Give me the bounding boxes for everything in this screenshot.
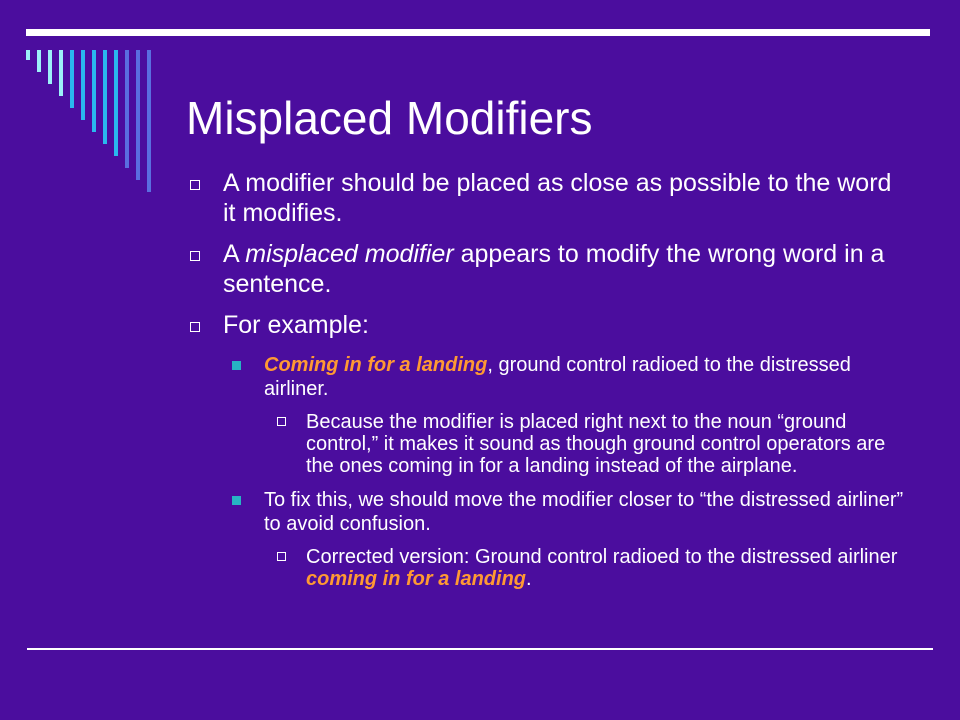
hollow-square-bullet-icon: [277, 417, 286, 426]
filled-square-bullet-icon: [232, 361, 241, 370]
decorative-bar: [114, 50, 118, 156]
slide-content: [188, 168, 908, 598]
decorative-bar: [37, 50, 41, 72]
decorative-bar: [125, 50, 129, 168]
filled-square-bullet-icon: [232, 496, 241, 505]
fix-instruction: [232, 488, 908, 536]
bullet-2-rest: appears to modify the wrong word in a sentence.: [223, 240, 885, 298]
bullet-3: [188, 310, 908, 340]
decorative-bar: [147, 50, 151, 192]
decorative-bar: [70, 50, 74, 108]
decorative-bar: [26, 50, 30, 60]
slide-title: Misplaced Modifiers: [186, 92, 593, 144]
decorative-bar: [103, 50, 107, 144]
example-sentence-rest: , ground control radioed to the distressed airliner.: [264, 354, 851, 400]
decorative-bar: [48, 50, 52, 84]
bullet-1: [188, 168, 908, 228]
example-modifier: Coming in for a landing: [264, 354, 488, 376]
hollow-square-bullet-icon: [190, 322, 200, 332]
example-explanation-text: Because the modifier is placed right next to the noun “ground control,” it makes it sound as though ground control operators are the ones coming in for a landing instead of the airplane.: [306, 411, 886, 477]
decorative-bar: [136, 50, 140, 180]
top-rule: [26, 29, 930, 36]
example-sentence: [232, 353, 908, 401]
bullet-2: [188, 239, 908, 299]
example-explanation: [275, 411, 908, 477]
corrected-version-lead: Corrected version: Ground control radioed to the distressed airliner: [306, 546, 898, 568]
bottom-rule: [27, 648, 933, 650]
bullet-2-lead: A: [223, 240, 246, 268]
decorative-bar: [92, 50, 96, 132]
decorative-bar: [59, 50, 63, 96]
bullet-3-text: For example:: [223, 311, 369, 339]
hollow-square-bullet-icon: [190, 180, 200, 190]
hollow-square-bullet-icon: [190, 251, 200, 261]
corrected-modifier: coming in for a landing: [306, 568, 526, 590]
bullet-1-text: A modifier should be placed as close as possible to the word it modifies.: [223, 169, 892, 227]
hollow-square-bullet-icon: [277, 552, 286, 561]
bullet-2-term: misplaced modifier: [245, 240, 454, 268]
decorative-bar: [81, 50, 85, 120]
fix-instruction-text: To fix this, we should move the modifier closer to “the distressed airliner” to avoid confusion.: [264, 489, 904, 535]
corrected-version: [275, 546, 908, 590]
corrected-version-end: .: [526, 568, 532, 590]
